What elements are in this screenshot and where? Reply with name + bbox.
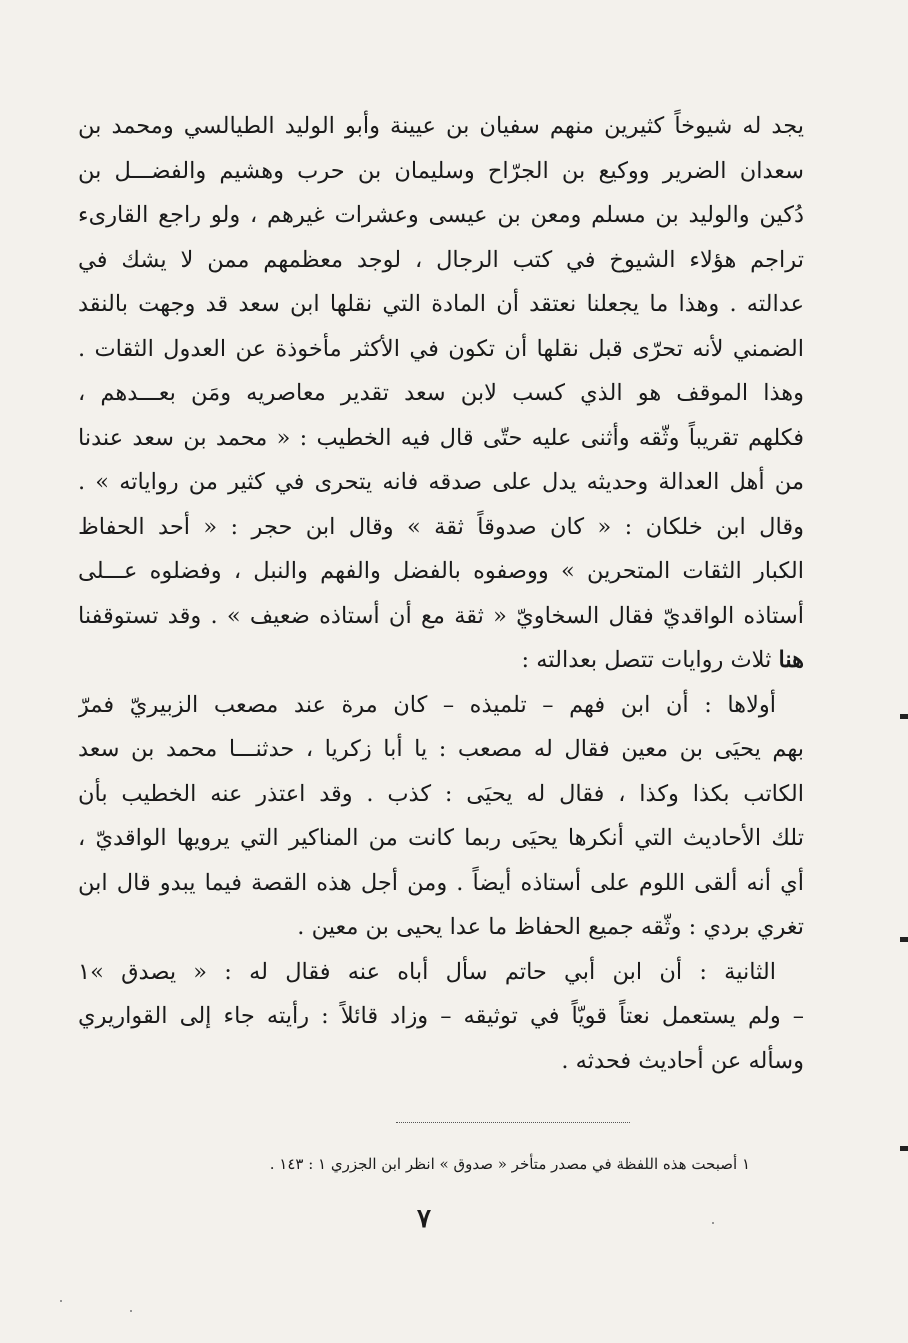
text-line-7: وهذا الموقف هو الذي كسب لابن سعد تقدير معاصريه ومَن بعـــدهم ، [78,380,804,406]
paper-speck [60,1300,62,1302]
text-line-6: الضمني لأنه تحرّى قبل نقلها أن تكون في الأكثر مأخوذة عن العدول الثقات . [78,335,804,362]
text-line-22: وسأله عن أحاديث فحدثه . [561,1047,804,1074]
footnote-divider [396,1122,630,1123]
text-line-3: دُكين والوليد بن مسلم ومعن بن عيسى وعشرات غيرهم ، ولو راجع القارىء [78,202,804,228]
text-line-13 [78,638,804,683]
text-line-15: بهم يحيَى بن معين فقال له مصعب : يا أبا زكريا ، حدثنـــا محمد بن سعد [78,736,804,762]
text-line-19: تغري بردي : وثّقه جميع الحفاظ ما عدا يحيى بن معين . [297,914,804,940]
paper-speck [712,1222,714,1224]
text-line-21: – ولم يستعمل نعتاً قويّاً في توثيقه – وزاد قائلاً : رأيته جاء إلى القواريري [78,1003,804,1029]
bold-lead: هنا [778,647,804,673]
text-line-2: سعدان الضرير ووكيع بن الجرّاح وسليمان بن حرب وهشيم والفضـــل بن [78,157,804,184]
text-line-1: يجد له شيوخاً كثيرين منهم سفيان بن عيينة وأبو الوليد الطيالسي ومحمد بن [78,113,804,139]
text-line-18: أي أنه ألقى اللوم على أستاذه أيضاً . ومن أجل هذه القصة فيما يبدو قال ابن [78,869,804,896]
edge-mark-1 [900,714,908,719]
text-line-20: الثانية : أن ابن أبي حاتم سأل أباه عنه فقال له : « يصدق »١ [78,958,776,985]
text-line-14: أولاها : أن ابن فهم – تلميذه – كان مرة عند مصعب الزبيريّ فمرّ [78,691,776,718]
text-line-16: الكاتب بكذا وكذا ، فقال له يحيَى : كذب . وقد اعتذر عنه الخطيب بأن [78,780,804,807]
text-line-4: تراجم هؤلاء الشيوخ في كتب الرجال ، لوجد معظمهم ممن لا يشك في [78,246,804,273]
text-line-13-rest: ثلاث روايات تتصل بعدالته : [521,647,779,673]
text-line-12: أستاذه الواقديّ فقال السخاويّ « ثقة مع أن أستاذه ضعيف » . وقد تستوقفنا [78,602,804,629]
page-number: ٧ [417,1204,431,1234]
text-line-17: تلك الأحاديث التي أنكرها يحيَى ربما كانت من المناكير التي يرويها الواقديّ ، [78,825,804,851]
text-line-11: الكبار الثقات المتحرين » ووصفوه بالفضل والفهم والنبل ، وفضلوه عـــلى [78,558,804,584]
text-line-9: من أهل العدالة وحديثه يدل على صدقه فانه يتحرى في كثير من رواياته » . [78,469,804,495]
edge-mark-3 [900,1146,908,1151]
edge-mark-2 [900,937,908,942]
text-line-8: فكلهم تقريباً وثّقه وأثنى عليه حتّى قال فيه الخطيب : « محمد بن سعد عندنا [78,424,804,451]
paper-speck [130,1310,132,1312]
footnote: ١ أصبحت هذه اللفظة في مصدر متأخر « صدوق » انظر ابن الجزري ١ : ١٤٣ . [269,1155,750,1173]
main-text [78,104,804,1083]
text-line-5: عدالته . وهذا ما يجعلنا نعتقد أن المادة التي نقلها ابن سعد قد وجهت بالنقد [78,291,804,317]
text-line-10: وقال ابن خلكان : « كان صدوقاً ثقة » وقال ابن حجر : « أحد الحفاظ [78,513,804,540]
